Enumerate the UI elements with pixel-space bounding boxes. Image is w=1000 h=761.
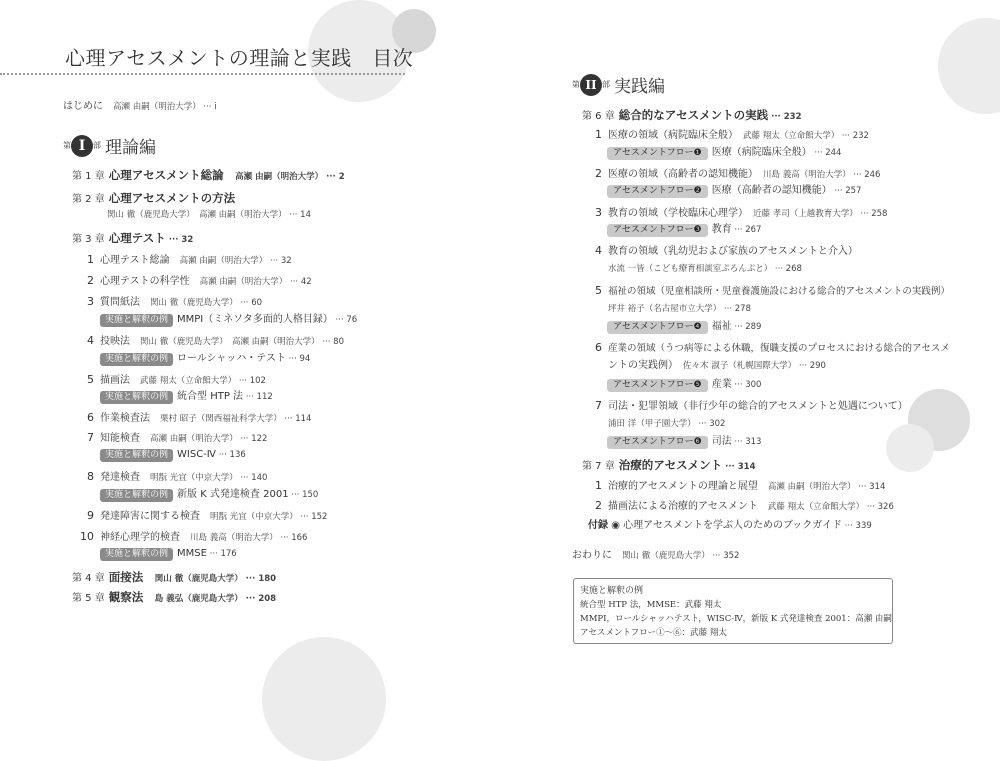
flow-6[interactable]: アセスメントフロー❻ 司法 ··· 313 (607, 435, 761, 449)
section-3-10[interactable]: 10 神経心理学的検査 川島 義高（明治大学） ··· 166 (80, 530, 308, 543)
section-3-1[interactable]: 1 心理テスト総論 高瀬 由嗣（明治大学） ··· 32 (87, 253, 292, 266)
flow-tag: アセスメントフロー❹ (607, 321, 708, 334)
flow-tag: アセスメントフロー❻ (607, 436, 708, 449)
chapter-3[interactable]: 第 3 章 心理テスト ··· 32 (72, 231, 194, 245)
credits-box (573, 578, 893, 644)
decor-circle (886, 424, 934, 472)
section-6-7[interactable]: 7 司法・犯罪領域（非行少年の総合的アセスメントと処遇について） (595, 399, 908, 412)
section-3-7[interactable]: 7 知能検査 高瀬 由嗣（明治大学） ··· 122 (87, 431, 268, 444)
example-wisc[interactable]: 実施と解釈の例 WISC-Ⅳ ··· 136 (100, 448, 246, 462)
example-rorschach[interactable]: 実施と解釈の例 ロールシャッハ・テスト ··· 94 (100, 352, 310, 366)
section-6-5[interactable]: 5 福祉の領域（児童相談所・児童養護施設における総合的アセスメントの実践例） (595, 284, 950, 297)
part-1-badge: I (71, 135, 93, 157)
credits-line: MMPI，ロールシャッハテスト，WISC-Ⅳ，新版 K 式発達検査 2001：高瀬 由嗣 (580, 614, 892, 624)
outro-line[interactable]: おわりに 関山 徹（鹿児島大学） ··· 352 (572, 550, 740, 561)
section-3-3[interactable]: 3 質問紙法 関山 徹（鹿児島大学） ··· 60 (87, 295, 263, 308)
credits-line: アセスメントフロー①〜⑥：武藤 翔太 (580, 628, 727, 638)
section-6-4[interactable]: 4 教育の領域（乳幼児および家族のアセスメントと介入） (595, 244, 858, 257)
appendix[interactable]: 付録 ◉ 心理アセスメントを学ぶ人のためのブックガイド ··· 339 (588, 520, 872, 531)
section-3-9[interactable]: 9 発達障害に関する検査 明翫 光宜（中京大学） ··· 152 (87, 509, 328, 522)
example-tag: 実施と解釈の例 (100, 489, 173, 502)
section-6-6[interactable]: 6 産業の領域（うつ病等による休職，復職支援のプロセスにおける総合的アセスメ (595, 341, 950, 354)
appendix-mark-icon: ◉ (611, 520, 620, 531)
example-htp[interactable]: 実施と解釈の例 統合型 HTP 法 ··· 112 (100, 390, 273, 404)
flow-tag: アセスメントフロー❶ (607, 147, 708, 160)
section-6-7-author: 浦田 洋（甲子園大学） ··· 302 (608, 419, 726, 429)
example-mmse[interactable]: 実施と解釈の例 MMSE ··· 176 (100, 547, 237, 561)
flow-3[interactable]: アセスメントフロー❸ 教育 ··· 267 (607, 223, 761, 237)
decor-circle (262, 637, 386, 761)
part-2-badge: II (580, 74, 602, 96)
chapter-5[interactable]: 第 5 章 観察法 島 義弘（鹿児島大学） ··· 208 (72, 590, 277, 604)
part-1-heading: 第 I 部 理論編 (63, 133, 156, 158)
section-7-1[interactable]: 1 治療的アセスメントの理論と展望 高瀬 由嗣（明治大学） ··· 314 (595, 479, 886, 492)
section-6-1[interactable]: 1 医療の領域（病院臨床全般） 武藤 翔太（立命館大学） ··· 232 (595, 128, 869, 141)
credits-line: 統合型 HTP 法，MMSE：武藤 翔太 (580, 600, 722, 610)
section-6-2[interactable]: 2 医療の領域（高齢者の認知機能） 川島 義高（明治大学） ··· 246 (595, 167, 881, 180)
chapter-6[interactable]: 第 6 章 総合的なアセスメントの実践 ··· 232 (582, 108, 802, 122)
flow-tag: アセスメントフロー❷ (607, 185, 708, 198)
flow-tag: アセスメントフロー❺ (607, 379, 708, 392)
chapter-1[interactable]: 第 1 章 心理アセスメント総論 高瀬 由嗣（明治大学） ··· 2 (72, 168, 345, 182)
section-6-6-cont: ントの実践例） 佐々木 淑子（札幌国際大学） ··· 290 (608, 360, 826, 371)
flow-1[interactable]: アセスメントフロー❶ 医療（病院臨床全般） ··· 244 (607, 146, 841, 160)
chapter-2-authors: 関山 徹（鹿児島大学） 高瀬 由嗣（明治大学） ··· 14 (107, 210, 311, 220)
example-tag: 実施と解釈の例 (100, 353, 173, 366)
example-kshiki[interactable]: 実施と解釈の例 新版 K 式発達検査 2001 ··· 150 (100, 488, 318, 502)
section-6-4-author: 水流 一皆（こども療育相談室ぷろんぷと） ··· 268 (608, 264, 802, 274)
example-tag: 実施と解釈の例 (100, 548, 173, 561)
section-6-5-author: 坪井 裕子（名古屋市立大学） ··· 278 (608, 304, 751, 314)
section-3-5[interactable]: 5 描画法 武藤 翔太（立命館大学） ··· 102 (87, 373, 266, 386)
flow-2[interactable]: アセスメントフロー❷ 医療（高齢者の認知機能） ··· 257 (607, 184, 861, 198)
flow-5[interactable]: アセスメントフロー❺ 産業 ··· 300 (607, 378, 761, 392)
section-3-2[interactable]: 2 心理テストの科学性 高瀬 由嗣（明治大学） ··· 42 (87, 274, 312, 287)
flow-tag: アセスメントフロー❸ (607, 224, 708, 237)
credits-title: 実施と解釈の例 (580, 586, 644, 596)
section-6-3[interactable]: 3 教育の領域（学校臨床心理学） 近藤 孝司（上越教育大学） ··· 258 (595, 206, 888, 219)
toc-title: 心理アセスメントの理論と実践 目次 (65, 46, 414, 70)
divider (0, 73, 405, 75)
example-tag: 実施と解釈の例 (100, 314, 173, 327)
part-2-heading: 第 II 部 実践編 (572, 72, 665, 97)
intro-line[interactable]: はじめに 高瀬 由嗣（明治大学） ··· i (63, 101, 217, 112)
section-3-4[interactable]: 4 投映法 関山 徹（鹿児島大学） 高瀬 由嗣（明治大学） ··· 80 (87, 334, 344, 347)
flow-4[interactable]: アセスメントフロー❹ 福祉 ··· 289 (607, 320, 761, 334)
decor-circle (938, 18, 1000, 114)
example-mmpi[interactable]: 実施と解釈の例 MMPI（ミネソタ多面的人格目録） ··· 76 (100, 313, 357, 327)
section-3-8[interactable]: 8 発達検査 明翫 光宜（中京大学） ··· 140 (87, 470, 268, 483)
example-tag: 実施と解釈の例 (100, 449, 173, 462)
section-7-2[interactable]: 2 描画法による治療的アセスメント 武藤 翔太（立命館大学） ··· 326 (595, 499, 894, 512)
example-tag: 実施と解釈の例 (100, 391, 173, 404)
chapter-7[interactable]: 第 7 章 治療的アセスメント ··· 314 (582, 458, 756, 472)
section-3-6[interactable]: 6 作業検査法 栗村 昭子（関西福祉科学大学） ··· 114 (87, 411, 312, 424)
chapter-4[interactable]: 第 4 章 面接法 関山 徹（鹿児島大学） ··· 180 (72, 570, 277, 584)
chapter-2[interactable]: 第 2 章 心理アセスメントの方法 (72, 191, 236, 205)
